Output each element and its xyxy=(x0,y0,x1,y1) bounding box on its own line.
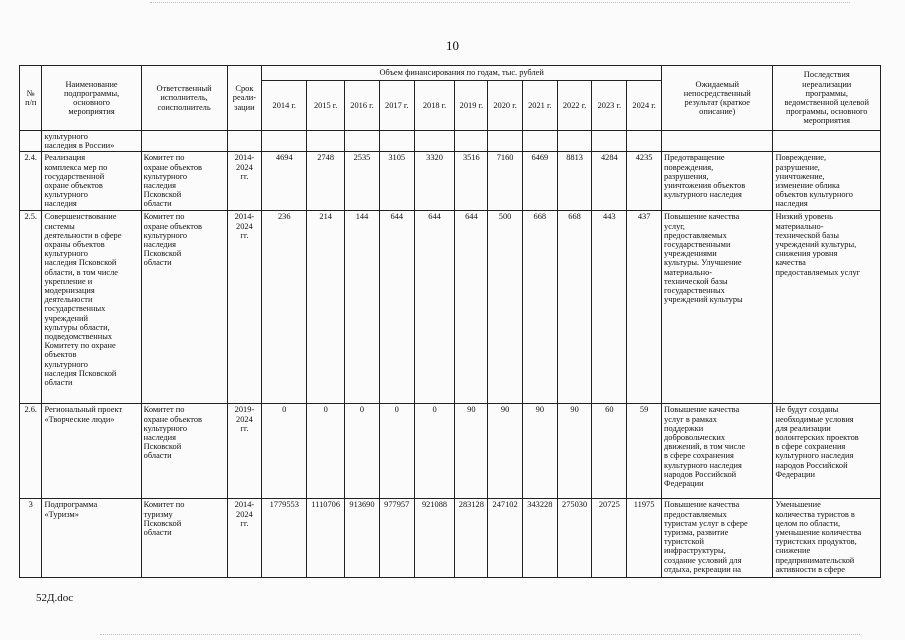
year-header: 2024 г. xyxy=(627,81,662,131)
row-name: Реализация комплекса мер по государственной охране объектов культурного наследия xyxy=(42,152,141,211)
table-row xyxy=(20,211,881,404)
row-name: Региональный проект «Творческие люди» xyxy=(42,404,141,499)
header-row xyxy=(20,66,881,81)
row-value: 4284 xyxy=(592,152,627,211)
col-header-term: Срок реали- зации xyxy=(227,66,262,131)
row-value: 437 xyxy=(627,211,662,404)
row-value: 6469 xyxy=(522,152,557,211)
row-term: 2014- 2024 гг. xyxy=(227,499,262,578)
row-value: 144 xyxy=(345,211,380,404)
row-value: 59 xyxy=(627,404,662,499)
row-term: 2014- 2024 гг. xyxy=(227,152,262,211)
row-result: Предотвращение повреждения, разрушения, уничтожения объектов культурного наследия xyxy=(662,152,773,211)
row-value: 7160 xyxy=(488,152,523,211)
year-header: 2015 г. xyxy=(307,81,345,131)
row-value: 343228 xyxy=(522,499,557,578)
col-header-num: № п/п xyxy=(20,66,42,131)
row-num: 3 xyxy=(20,499,42,578)
year-header: 2022 г. xyxy=(557,81,592,131)
row-value: 443 xyxy=(592,211,627,404)
table-row xyxy=(20,404,881,499)
page-number: 10 xyxy=(446,38,459,53)
row-responsible: Комитет по охране объектов культурного наследия Псковской области xyxy=(141,404,227,499)
row-num: 2.5. xyxy=(20,211,42,404)
year-header: 2021 г. xyxy=(522,81,557,131)
year-header: 2016 г. xyxy=(345,81,380,131)
row-value: 90 xyxy=(557,404,592,499)
row-value: 90 xyxy=(522,404,557,499)
row-value: 214 xyxy=(307,211,345,404)
row-value: 0 xyxy=(379,404,414,499)
row-value: 60 xyxy=(592,404,627,499)
row-result: Повышение качества услуг в рамках поддержки добровольческих движений, в том числе в сфере сохранения культурного наследия народов Российской Федерации xyxy=(662,404,773,499)
row-value: 644 xyxy=(379,211,414,404)
row-value: 500 xyxy=(488,211,523,404)
col-header-name: Наименование подпрограммы, основного мероприятия xyxy=(42,66,141,131)
row-consequences: Повреждение, разрушение, уничтожение, изменение облика объектов культурного наследия xyxy=(773,152,881,211)
row-num: 2.6. xyxy=(20,404,42,499)
row-value: 0 xyxy=(262,404,307,499)
row-responsible: Комитет по охране объектов культурного наследия Псковской области xyxy=(141,152,227,211)
year-header: 2014 г. xyxy=(262,81,307,131)
row-value: 90 xyxy=(455,404,488,499)
row-value: 275030 xyxy=(557,499,592,578)
row-value: 921088 xyxy=(414,499,455,578)
row-value: 11975 xyxy=(627,499,662,578)
row-value: 2535 xyxy=(345,152,380,211)
row-value: 4235 xyxy=(627,152,662,211)
row-value: 644 xyxy=(455,211,488,404)
row-value: 3105 xyxy=(379,152,414,211)
col-header-responsible: Ответственный исполнитель, соисполнитель xyxy=(141,66,227,131)
row-value: 977957 xyxy=(379,499,414,578)
row-responsible: Комитет по охране объектов культурного наследия Псковской области xyxy=(141,211,227,404)
row-consequences: Низкий уровень материально- технической базы учреждений культуры, снижения уровня качества предоставляемых услуг xyxy=(773,211,881,404)
year-header: 2020 г. xyxy=(488,81,523,131)
col-header-consequences: Последствия нереализации программы, ведомственной целевой программы, основного мероприятия xyxy=(773,66,881,131)
row-value: 90 xyxy=(488,404,523,499)
year-header: 2023 г. xyxy=(592,81,627,131)
col-header-result: Ожидаемый непосредственный результат (краткое описание) xyxy=(662,66,773,131)
scan-artifact-bottom xyxy=(100,634,860,635)
continuation-row xyxy=(20,131,881,152)
row-term: 2014- 2024 гг. xyxy=(227,211,262,404)
row-value: 0 xyxy=(307,404,345,499)
row-value: 247102 xyxy=(488,499,523,578)
year-header: 2019 г. xyxy=(455,81,488,131)
row-value: 3320 xyxy=(414,152,455,211)
table-row xyxy=(20,499,881,578)
row-value: 2748 xyxy=(307,152,345,211)
table-row xyxy=(20,152,881,211)
row-value: 283128 xyxy=(455,499,488,578)
continuation-name: культурного наследия в России» xyxy=(42,131,141,152)
row-value: 236 xyxy=(262,211,307,404)
row-consequences: Уменьшение количества туристов в целом по области, уменьшение количества туристских продуктов, снижение предпринимательской активности в сфере xyxy=(773,499,881,578)
row-value: 668 xyxy=(522,211,557,404)
row-value: 20725 xyxy=(592,499,627,578)
col-header-financing: Объем финансирования по годам, тыс. рублей xyxy=(262,66,662,81)
row-value: 913690 xyxy=(345,499,380,578)
row-value: 0 xyxy=(345,404,380,499)
financing-table xyxy=(19,65,881,578)
year-header: 2017 г. xyxy=(379,81,414,131)
scan-artifact-top xyxy=(150,2,850,3)
row-value: 8813 xyxy=(557,152,592,211)
year-header: 2018 г. xyxy=(414,81,455,131)
row-value: 4694 xyxy=(262,152,307,211)
row-result: Повышение качества предоставляемых туристам услуг в сфере туризма, развитие туристской инфраструктуры, создание условий для отдыха, рекреации на xyxy=(662,499,773,578)
row-consequences: Не будут созданы необходимые условия для реализации волонтерских проектов в сфере сохранения культурного наследия народов Российской Федерации xyxy=(773,404,881,499)
row-num: 2.4. xyxy=(20,152,42,211)
row-term: 2019- 2024 гг. xyxy=(227,404,262,499)
row-name: Совершенствование системы деятельности в сфере охраны объектов культурного наследия Псковской области, в том числе укрепление и модернизация деятельности государственных учреждений культуры области, подведомственных Комитету по охране объектов культурного наследия Псковской области xyxy=(42,211,141,404)
row-name: Подпрограмма «Туризм» xyxy=(42,499,141,578)
row-value: 3516 xyxy=(455,152,488,211)
row-value: 644 xyxy=(414,211,455,404)
row-result: Повышение качества услуг, предоставляемых государственными учреждениями культуры. Улучшение материально- технической базы государственных учреждений культуры xyxy=(662,211,773,404)
row-responsible: Комитет по туризму Псковской области xyxy=(141,499,227,578)
row-value: 668 xyxy=(557,211,592,404)
row-value: 0 xyxy=(414,404,455,499)
row-value: 1779553 xyxy=(262,499,307,578)
row-value: 1110706 xyxy=(307,499,345,578)
footer-filename: 52Д.doc xyxy=(36,592,74,604)
